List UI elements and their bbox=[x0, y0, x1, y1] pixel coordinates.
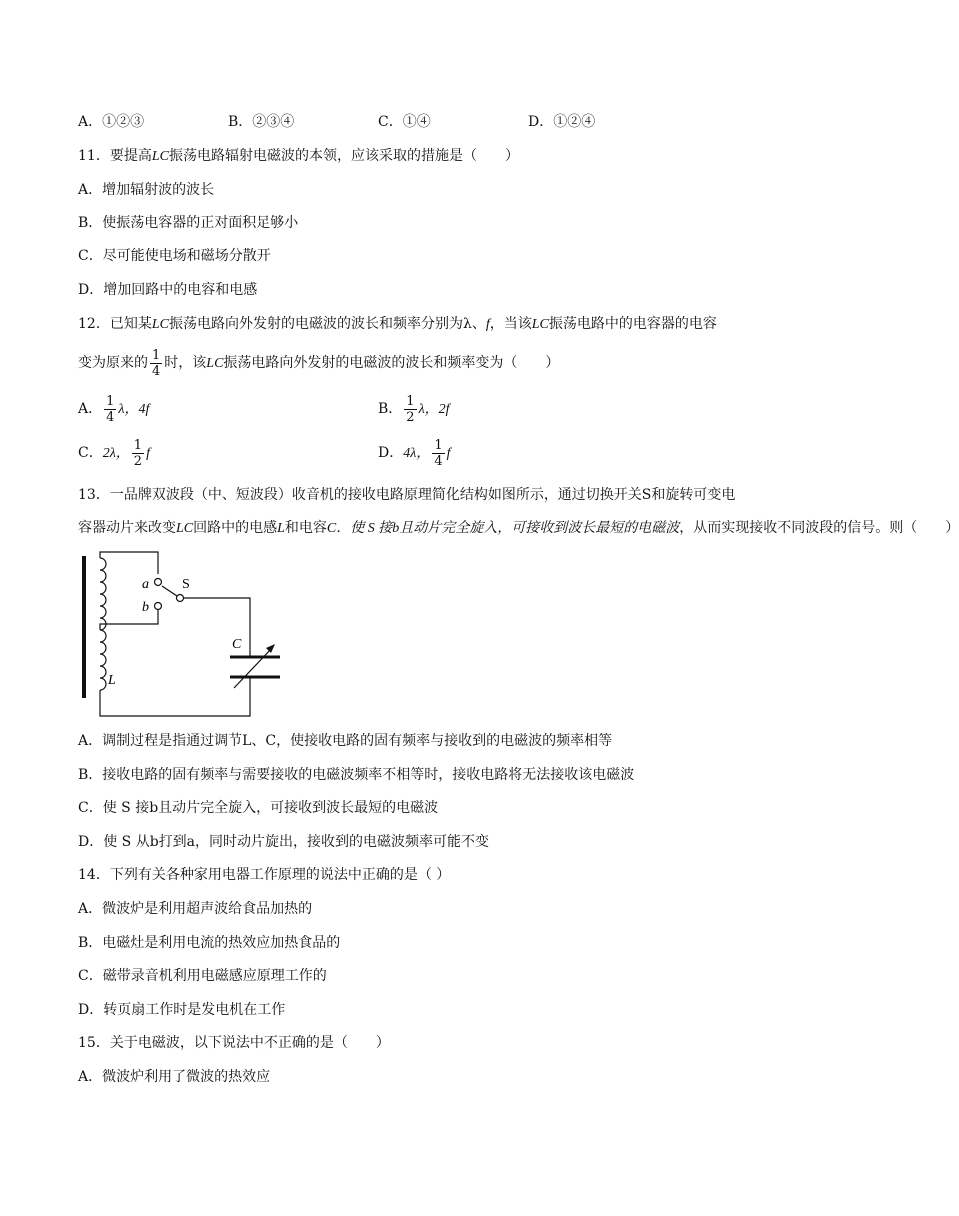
terminal-b bbox=[155, 603, 162, 610]
q13-option-d: D．使 S 从b打到a，同时动片旋出，接收到的电磁波频率可能不变 bbox=[78, 834, 490, 850]
q12-option-d: D．4λ， $\frac{1}{4}$ f bbox=[378, 437, 451, 469]
q13-stem-line2: 容器动片来改变LC回路中的电感L和电容C．使 S 接b且动片完全旋入，可接收到波长最短的电磁波，从而实现接收不同波段的信号。则（ ） bbox=[78, 520, 959, 536]
q15-option-a: A．微波炉利用了微波的热效应 bbox=[78, 1069, 271, 1085]
label-a: a bbox=[142, 577, 149, 592]
q10-option-b: B．②③④ bbox=[228, 114, 295, 130]
switch-pivot bbox=[177, 595, 184, 602]
label-s: S bbox=[182, 577, 190, 592]
q13-option-c: C．使 S 接b且动片完全旋入，可接收到波长最短的电磁波 bbox=[78, 800, 439, 816]
q11-stem: 11．要提高LC振荡电路辐射电磁波的本领，应该采取的措施是（ ） bbox=[78, 148, 519, 164]
q12-stem-line2: 变为原来的 $\frac{1}{4}$ 时，该LC振荡电路向外发射的电磁波的波长和频率变为（ ） bbox=[78, 347, 560, 379]
q10-option-a: A．①②③ bbox=[78, 114, 145, 130]
q12-stem-line1: 12．已知某LC振荡电路向外发射的电磁波的波长和频率分别为λ、f，当该LC振荡电路中的电容器的电容 bbox=[78, 316, 717, 332]
q11-option-d: D．增加回路中的电容和电感 bbox=[78, 282, 258, 298]
fraction: $\frac{1}{2}$ bbox=[133, 437, 143, 469]
fraction: $\frac{1}{4}$ bbox=[152, 347, 161, 379]
q12-option-c: C．2λ， $\frac{1}{2}$ f bbox=[78, 437, 150, 469]
arrow-head-icon bbox=[266, 644, 275, 653]
q12-option-a: A． $\frac{1}{4}$ λ，4f bbox=[78, 393, 150, 425]
variable-arrow bbox=[234, 648, 272, 688]
label-c: C bbox=[232, 637, 242, 652]
label-l: L bbox=[108, 673, 116, 688]
q13-option-b: B．接收电路的固有频率与需要接收的电磁波频率不相等时，接收电路将无法接收该电磁波 bbox=[78, 767, 635, 783]
q12-option-b: B． $\frac{1}{2}$ λ，2f bbox=[378, 393, 450, 425]
fraction: $\frac{1}{2}$ bbox=[406, 393, 415, 425]
label-b: b bbox=[142, 600, 149, 615]
q14-option-b: B．电磁灶是利用电流的热效应加热食品的 bbox=[78, 935, 341, 951]
q10-option-d: D．①②④ bbox=[528, 114, 596, 130]
q14-option-a: A．微波炉是利用超声波给食品加热的 bbox=[78, 901, 313, 917]
q14-option-d: D．转页扇工作时是发电机在工作 bbox=[78, 1002, 286, 1018]
wire-tap-b bbox=[100, 610, 158, 630]
q11-option-a: A．增加辐射波的波长 bbox=[78, 182, 215, 198]
q11-option-c: C．尽可能使电场和磁场分散开 bbox=[78, 248, 271, 264]
circuit-diagram bbox=[72, 548, 292, 720]
q15-stem: 15．关于电磁波，以下说法中不正确的是（ ） bbox=[78, 1035, 390, 1051]
q14-option-c: C．磁带录音机利用电磁感应原理工作的 bbox=[78, 968, 327, 984]
q10-option-c: C．①④ bbox=[378, 114, 431, 130]
q13-stem-line1: 13．一品牌双波段（中、短波段）收音机的接收电路原理简化结构如图所示，通过切换开关S和旋转可变电 bbox=[78, 487, 736, 503]
wire-top bbox=[100, 552, 158, 574]
switch-blade bbox=[162, 586, 177, 596]
q13-option-a: A．调制过程是指通过调节L、C，使接收电路的固有频率与接收到的电磁波的频率相等 bbox=[78, 733, 613, 749]
wire-bottom bbox=[100, 678, 250, 716]
terminal-a bbox=[155, 579, 162, 586]
fraction: $\frac{1}{4}$ bbox=[106, 393, 115, 425]
fraction: $\frac{1}{4}$ bbox=[434, 437, 443, 469]
q14-stem: 14．下列有关各种家用电器工作原理的说法中正确的是（ ） bbox=[78, 867, 451, 883]
q11-option-b: B．使振荡电容器的正对面积足够小 bbox=[78, 215, 299, 231]
